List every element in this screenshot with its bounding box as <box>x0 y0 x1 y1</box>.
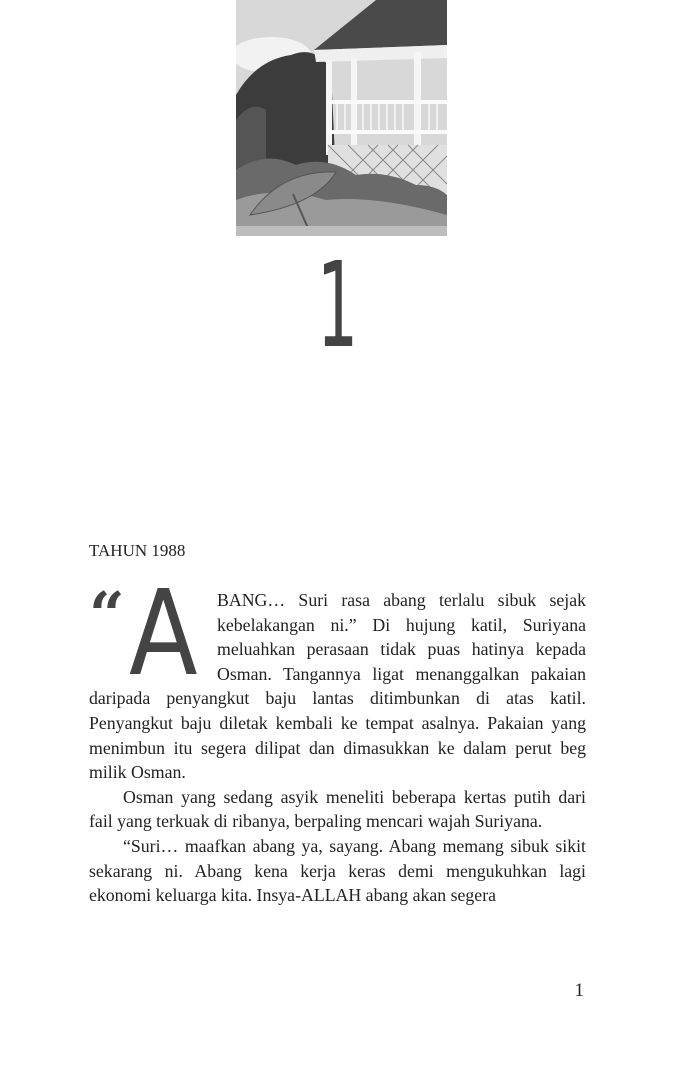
gazebo-garden-photo <box>236 0 447 236</box>
chapter-number: 1 <box>316 236 359 374</box>
paragraph <box>89 564 586 785</box>
paragraph: “Suri… maafkan abang ya, sayang. Abang memang sibuk sikit sekarang ni. Abang kena kerja keras demi mengukuhkan lagi ekonomi keluarga kita. Insya-ALLAH abang akan segera <box>89 835 586 906</box>
section-heading: TAHUN 1988 <box>89 541 186 560</box>
paragraph-text: BANG… Suri rasa abang terlalu sibuk sejak kebelakangan ni.” Di hujung katil, Suriyana meluahkan perasaan tidak puas hatinya kepada Osman. Tangannya ligat menanggalkan pakaian daripada penyangkut baju lantas ditimbunkan di atas katil. Penyangkut baju diletak kembali ke tempat asalnya. Pakaian yang menimbun itu segera dilipat dan dimasukkan ke dalam perut beg milik Osman. <box>89 590 586 783</box>
drop-cap <box>89 564 215 702</box>
page-number: 1 <box>574 980 584 1001</box>
drop-cap-letter: A <box>129 564 198 702</box>
chapter-text <box>89 564 586 908</box>
drop-cap-quote: “ <box>89 578 125 651</box>
paragraph: Osman yang sedang asyik meneliti beberapa kertas putih dari fail yang terkuak di ribanya, berpaling mencari wajah Suriyana. <box>89 786 586 832</box>
